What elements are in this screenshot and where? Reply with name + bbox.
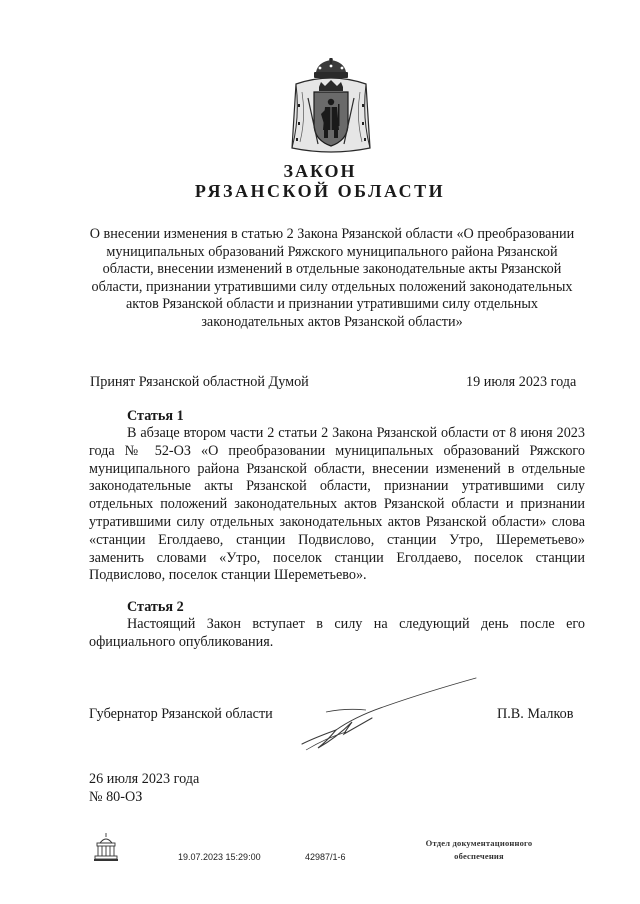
department-stamp-line2: обеспечения (454, 851, 504, 861)
region-title: РЯЗАНСКОЙ ОБЛАСТИ (194, 181, 446, 201)
issue-date: 26 июля 2023 года (89, 771, 200, 787)
article-1-text: В абзаце втором части 2 статьи 2 Закона Рязанской области от 8 июня 2023 года № 52-ОЗ «О преобразовании муниципальных образований Ряжского муниципального района Рязанской области, внесении изменений в отдельные законодательные акты Рязанской области, признании утратившими силу отдельных положений законодательных актов Рязанской области и признании утратившими силу отдельных законодательных актов Рязанской области» слова «станции Еголдаево, станции Подвислово, станции Утро, Шереметьево» заменить словами «Утро, поселок станции Еголдаево, поселок станции Подвислово, поселок станции Шереметьево». (89, 425, 585, 584)
signatory-name: П.В. Малков (497, 706, 574, 722)
handwritten-signature (296, 668, 492, 758)
article-2-text: Настоящий Закон вступает в силу на следующий день после его официального опубликования. (89, 616, 585, 650)
adoption-date: 19 июля 2023 года (466, 374, 577, 390)
document-type-title: ЗАКОН (283, 161, 357, 181)
print-timestamp: 19.07.2023 15:29:00 (178, 852, 261, 862)
law-number: № 80-ОЗ (89, 789, 143, 805)
adopted-by: Принят Рязанской областной Думой (90, 374, 309, 390)
article-2-heading: Статья 2 (127, 599, 184, 615)
department-stamp-line1: Отдел документационного (425, 838, 533, 848)
registration-number: 42987/1-6 (305, 852, 346, 862)
article-1-heading: Статья 1 (127, 408, 184, 424)
law-subject: О внесении изменения в статью 2 Закона Рязанской области «О преобразовании муниципальных образований Ряжского муниципального района Рязанской области, внесении изменений в отдельные законодательные акты Рязанской области, признании утратившими силу отдельных положений законодательных актов Рязанской области и признании утратившими силу отдельных законодательных актов Рязанской области» (89, 226, 575, 330)
coat-of-arms-icon (288, 58, 374, 158)
duma-building-icon (93, 832, 119, 862)
signatory-position: Губернатор Рязанской области (89, 706, 273, 722)
